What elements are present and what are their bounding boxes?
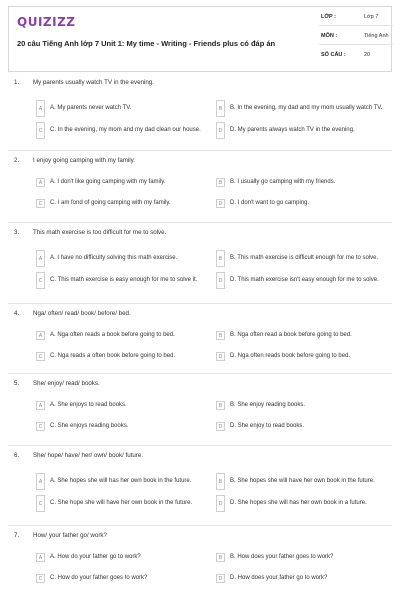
option-text: C. She enjoys reading books. bbox=[50, 422, 129, 429]
answer-option-d[interactable] bbox=[216, 199, 384, 208]
question-text: This math exercise is too difficult for me to solve. bbox=[33, 229, 167, 236]
meta-row-class bbox=[319, 7, 393, 26]
option-text: C. How do your father goes to work? bbox=[50, 574, 148, 581]
answer-option-a[interactable] bbox=[36, 401, 204, 410]
option-letter-box: D bbox=[216, 422, 225, 431]
option-text: D. How does your father go to work? bbox=[230, 574, 328, 581]
answer-option-c[interactable] bbox=[36, 422, 204, 431]
option-letter-box: A bbox=[36, 250, 45, 267]
option-letter-box: B bbox=[216, 178, 225, 187]
question-text: Nga/ often/ read/ book/ before/ bed. bbox=[33, 310, 131, 317]
option-text: B. She enjoy reading books. bbox=[230, 401, 306, 408]
option-letter-box: A bbox=[36, 100, 45, 117]
document-header bbox=[8, 6, 392, 72]
answer-option-c[interactable] bbox=[36, 122, 204, 139]
meta-value: Lớp 7 bbox=[364, 14, 379, 20]
option-text: D. This math exercise isn't easy enough for me to solve. bbox=[230, 276, 379, 283]
option-text: A. I don't like going camping with my family. bbox=[50, 178, 166, 185]
option-text: D. Nga often reads book before going to bed. bbox=[230, 352, 351, 359]
option-text: D. I don't want to go camping. bbox=[230, 199, 310, 206]
question-divider bbox=[8, 373, 392, 374]
meta-value: Tiếng Anh bbox=[364, 33, 389, 39]
question-number: 3. bbox=[14, 229, 20, 236]
option-text: B. In the evening, my dad and my mom usually watch TV. bbox=[230, 104, 383, 111]
answer-option-d[interactable] bbox=[216, 122, 384, 139]
option-letter-box: C bbox=[36, 272, 45, 289]
option-text: C. I am fond of going camping with my family. bbox=[50, 199, 171, 206]
question-number: 7. bbox=[14, 532, 20, 539]
option-letter-box: B bbox=[216, 553, 225, 562]
answer-option-b[interactable] bbox=[216, 401, 384, 410]
answer-option-a[interactable] bbox=[36, 473, 204, 490]
option-text: D. She enjoy to read books. bbox=[230, 422, 305, 429]
option-letter-box: B bbox=[216, 473, 225, 490]
meta-row-count bbox=[319, 45, 393, 64]
question-number: 2. bbox=[14, 157, 20, 164]
option-letter-box: B bbox=[216, 331, 225, 340]
option-letter-box: A bbox=[36, 401, 45, 410]
option-text: D. My parents always watch TV in the evening. bbox=[230, 126, 355, 133]
option-text: C. In the evening, my mom and my dad clean our house. bbox=[50, 126, 201, 133]
question-number: 4. bbox=[14, 310, 20, 317]
option-text: A. She enjoys to read books. bbox=[50, 401, 127, 408]
answer-option-c[interactable] bbox=[36, 352, 204, 361]
option-text: A. She hopes she will has her own book in the future. bbox=[50, 477, 192, 484]
option-letter-box: A bbox=[36, 178, 45, 187]
answer-option-a[interactable] bbox=[36, 553, 204, 562]
option-letter-box: D bbox=[216, 199, 225, 208]
answer-option-d[interactable] bbox=[216, 422, 384, 431]
option-text: A. My parents never watch TV. bbox=[50, 104, 132, 111]
answer-option-b[interactable] bbox=[216, 100, 384, 117]
question-text: I enjoy going camping with my family. bbox=[33, 157, 136, 164]
question-number: 1. bbox=[14, 79, 20, 86]
answer-option-c[interactable] bbox=[36, 199, 204, 208]
meta-label: LỚP : bbox=[321, 14, 336, 20]
question-divider bbox=[8, 222, 392, 223]
option-letter-box: B bbox=[216, 100, 225, 117]
question-number: 5. bbox=[14, 380, 20, 387]
option-letter-box: C bbox=[36, 422, 45, 431]
option-text: B. This math exercise is difficult enough for me to solve. bbox=[230, 254, 379, 261]
option-letter-box: C bbox=[36, 199, 45, 208]
answer-option-d[interactable] bbox=[216, 495, 384, 512]
option-letter-box: D bbox=[216, 495, 225, 512]
option-letter-box: D bbox=[216, 574, 225, 583]
option-letter-box: A bbox=[36, 331, 45, 340]
option-letter-box: B bbox=[216, 250, 225, 267]
option-letter-box: A bbox=[36, 553, 45, 562]
option-text: B. She hopes she will have her own book in the future. bbox=[230, 477, 375, 484]
option-text: A. I have no difficulty solving this math exercise. bbox=[50, 254, 178, 261]
meta-table bbox=[319, 7, 393, 64]
meta-label: MÔN : bbox=[321, 33, 338, 39]
answer-option-a[interactable] bbox=[36, 100, 204, 117]
option-letter-box: C bbox=[36, 122, 45, 139]
option-text: A. Nga often reads a book before going to bed. bbox=[50, 331, 175, 338]
answer-option-b[interactable] bbox=[216, 178, 384, 187]
answer-option-d[interactable] bbox=[216, 574, 384, 583]
question-divider bbox=[8, 525, 392, 526]
question-text: How/ your father go/ work? bbox=[33, 532, 107, 539]
answer-option-b[interactable] bbox=[216, 473, 384, 490]
answer-option-a[interactable] bbox=[36, 331, 204, 340]
option-text: D. She hopes she will has her own book in a future. bbox=[230, 499, 367, 506]
option-text: A. How do your father go to work? bbox=[50, 553, 141, 560]
answer-option-b[interactable] bbox=[216, 553, 384, 562]
quizizz-logo: QUIZIZZ bbox=[17, 15, 76, 29]
option-letter-box: C bbox=[36, 352, 45, 361]
question-divider bbox=[8, 445, 392, 446]
option-letter-box: A bbox=[36, 473, 45, 490]
meta-value: 20 bbox=[364, 52, 371, 58]
answer-option-c[interactable] bbox=[36, 495, 204, 512]
question-text: My parents usually watch TV in the evening. bbox=[33, 79, 154, 86]
option-text: C. This math exercise is easy enough for me to solve it. bbox=[50, 276, 198, 283]
question-text: She/ hope/ have/ her/ own/ book/ future. bbox=[33, 452, 144, 459]
option-text: B. How does your father goes to work? bbox=[230, 553, 334, 560]
option-letter-box: C bbox=[36, 495, 45, 512]
answer-option-c[interactable] bbox=[36, 574, 204, 583]
answer-option-d[interactable] bbox=[216, 352, 384, 361]
answer-option-b[interactable] bbox=[216, 250, 384, 267]
question-number: 6. bbox=[14, 452, 20, 459]
option-letter-box: D bbox=[216, 122, 225, 139]
question-divider bbox=[8, 150, 392, 151]
option-letter-box: B bbox=[216, 401, 225, 410]
option-text: B. I usually go camping with my friends. bbox=[230, 178, 336, 185]
question-text: She/ enjoy/ read/ books. bbox=[33, 380, 100, 387]
option-letter-box: D bbox=[216, 272, 225, 289]
meta-label: SỐ CÂU : bbox=[321, 52, 346, 58]
answer-option-d[interactable] bbox=[216, 272, 384, 289]
option-text: C. Nga reads a often book before going to bed. bbox=[50, 352, 176, 359]
option-letter-box: D bbox=[216, 352, 225, 361]
question-divider bbox=[8, 303, 392, 304]
meta-row-subject bbox=[319, 26, 393, 45]
answer-option-b[interactable] bbox=[216, 331, 384, 340]
option-text: C. She hope she will have her own book in the future. bbox=[50, 499, 193, 506]
answer-option-a[interactable] bbox=[36, 250, 204, 267]
answer-option-c[interactable] bbox=[36, 272, 204, 289]
answer-option-a[interactable] bbox=[36, 178, 204, 187]
option-text: B. Nga often read a book before going to bed. bbox=[230, 331, 352, 338]
document-title: 20 câu Tiếng Anh lớp 7 Unit 1: My time - Writing - Friends plus có đáp án bbox=[17, 39, 276, 48]
option-letter-box: C bbox=[36, 574, 45, 583]
